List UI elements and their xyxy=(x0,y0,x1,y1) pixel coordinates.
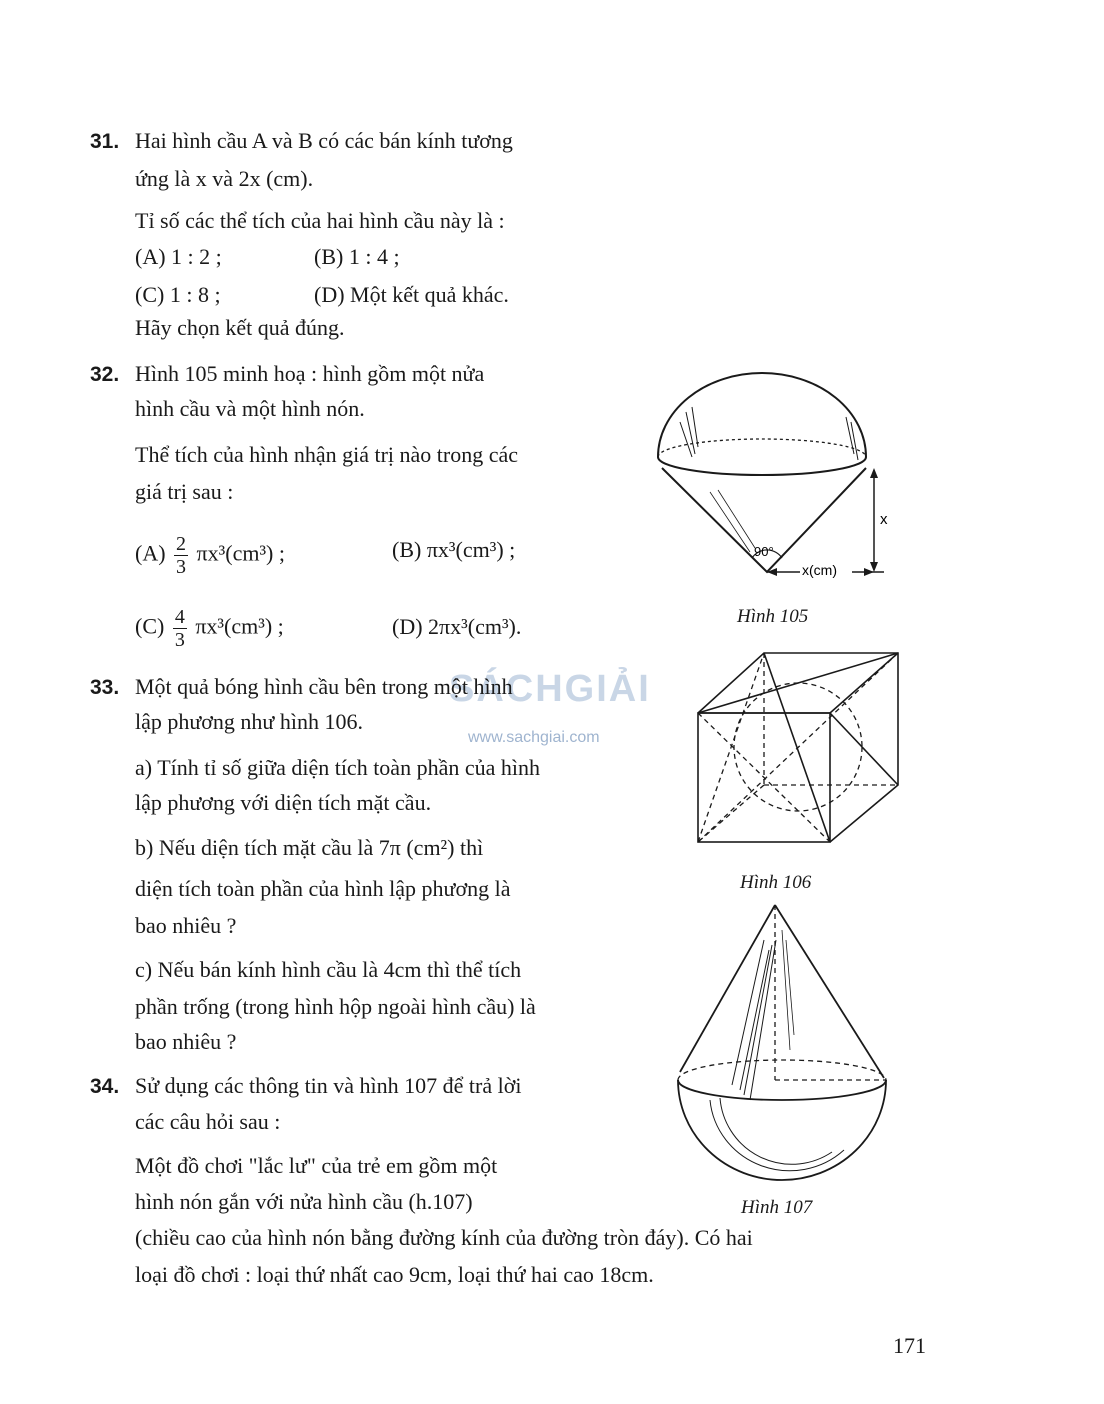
figure-105-hemisphere-cone xyxy=(640,362,900,602)
fig105-height-label: x xyxy=(880,511,888,528)
q33-c-line2: phần trống (trong hình hộp ngoài hình cầu) là xyxy=(135,994,536,1019)
q34-line5: (chiều cao của hình nón bằng đường kính của đường tròn đáy). Có hai xyxy=(135,1225,753,1250)
watermark-brand: SÁCHGIẢI xyxy=(449,668,651,710)
q31-option-a: (A) 1 : 2 ; xyxy=(135,244,222,269)
q32-line1: Hình 105 minh hoạ : hình gồm một nửa xyxy=(135,361,485,386)
q33-b-line1: b) Nếu diện tích mặt cầu là 7π (cm²) thì xyxy=(135,835,484,860)
q32-option-d: (D) 2πx³(cm³). xyxy=(392,614,522,639)
q31-number: 31. xyxy=(90,130,120,153)
page-number: 171 xyxy=(893,1333,926,1358)
q33-line1: Một quả bóng hình cầu bên trong một hình xyxy=(135,674,513,699)
q34-line4: hình nón gắn với nửa hình cầu (h.107) xyxy=(135,1189,473,1214)
q31-line4: Hãy chọn kết quả đúng. xyxy=(135,315,345,340)
fig105-caption: Hình 105 xyxy=(737,606,809,627)
fig105-radius-label: x(cm) xyxy=(802,562,837,578)
q31-option-d: (D) Một kết quả khác. xyxy=(314,282,509,307)
q32-line4: giá trị sau : xyxy=(135,479,234,504)
q32-line3: Thể tích của hình nhận giá trị nào trong các xyxy=(135,442,519,467)
q32-line2: hình cầu và một hình nón. xyxy=(135,396,365,421)
q34-line3: Một đồ chơi "lắc lư" của trẻ em gồm một xyxy=(135,1153,498,1178)
q32-number: 32. xyxy=(90,363,120,386)
q31-line3: Tỉ số các thể tích của hai hình cầu này là : xyxy=(135,208,505,233)
q34-line6: loại đồ chơi : loại thứ nhất cao 9cm, loại thứ hai cao 18cm. xyxy=(135,1262,654,1287)
q33-c-line1: c) Nếu bán kính hình cầu là 4cm thì thể tích xyxy=(135,957,522,982)
q31-line1: Hai hình cầu A và B có các bán kính tương xyxy=(135,128,513,153)
q33-b-line2: diện tích toàn phần của hình lập phương là xyxy=(135,876,511,901)
figure-106-cube-sphere xyxy=(690,645,915,855)
q34-number: 34. xyxy=(90,1075,120,1098)
q33-a-line2: lập phương với diện tích mặt cầu. xyxy=(135,790,432,815)
q31-line2: ứng là x và 2x (cm). xyxy=(135,166,314,191)
q32-option-b: (B) πx³(cm³) ; xyxy=(392,537,516,562)
fig106-caption: Hình 106 xyxy=(740,872,812,893)
q33-c-line3: bao nhiêu ? xyxy=(135,1029,237,1054)
q31-option-c: (C) 1 : 8 ; xyxy=(135,282,221,307)
q33-b-line3: bao nhiêu ? xyxy=(135,913,237,938)
q34-line1: Sử dụng các thông tin và hình 107 để trả lời xyxy=(135,1073,522,1098)
q31-option-b: (B) 1 : 4 ; xyxy=(314,244,400,269)
q32-option-c: (C) $\frac{4}{3}$ πx³(cm³) ; xyxy=(135,606,284,651)
q34-line2: các câu hỏi sau : xyxy=(135,1109,281,1134)
q33-a-line1: a) Tính tỉ số giữa diện tích toàn phần của hình xyxy=(135,755,540,780)
q32-option-a: (A) $\frac{2}{3}$ πx³(cm³) ; xyxy=(135,533,285,578)
q33-line2: lập phương như hình 106. xyxy=(135,709,363,734)
fig105-angle-label: 90° xyxy=(754,544,774,559)
figure-107-cone-hemisphere xyxy=(672,900,892,1190)
q33-number: 33. xyxy=(90,676,120,699)
fig107-caption: Hình 107 xyxy=(741,1197,813,1218)
watermark-url: www.sachgiai.com xyxy=(468,729,600,746)
